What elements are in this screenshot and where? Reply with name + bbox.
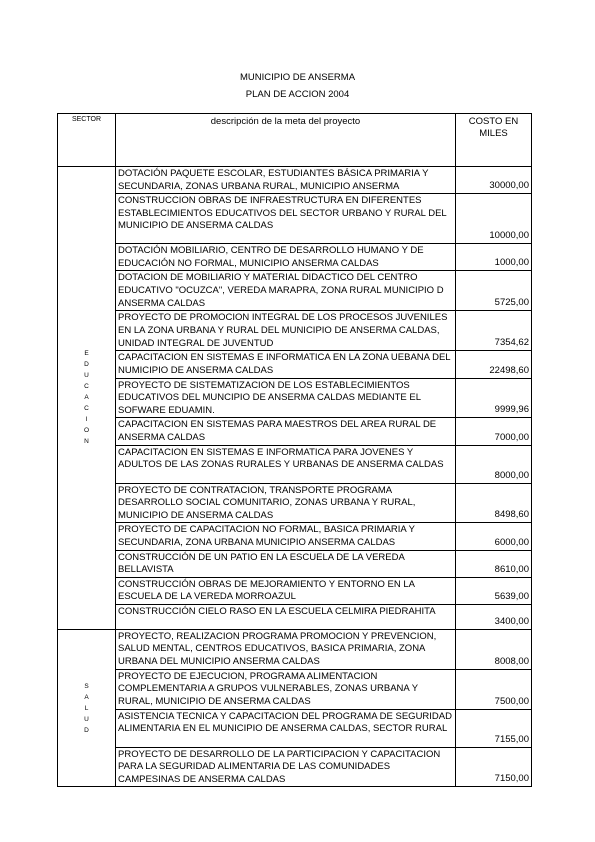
project-cost: 8000,00 xyxy=(456,445,532,483)
project-description: CONSTRUCCIÓN DE UN PATIO EN LA ESCUELA DE LA VEREDA BELLAVISTA xyxy=(116,550,456,577)
table-row xyxy=(58,351,532,378)
project-description: CONSTRUCCION OBRAS DE INFRAESTRUCTURA EN DIFERENTES ESTABLECIMIENTOS EDUCATIVOS DEL SECTOR URBANO Y RURAL DEL MUNICIPIO DE ANSERMA CALDAS xyxy=(116,194,456,244)
table-row xyxy=(58,669,532,709)
project-cost: 30000,00 xyxy=(456,167,532,194)
cost-column-header: COSTO EN MILES xyxy=(456,114,532,167)
project-description: DOTACIÓN PAQUETE ESCOLAR, ESTUDIANTES BÁSICA PRIMARIA Y SECUNDARIA, ZONAS URBANA RURAL, MUNICIPIO ANSERMA xyxy=(116,167,456,194)
sector-cell xyxy=(58,629,116,787)
project-description: PROYECTO, REALIZACION PROGRAMA PROMOCION Y PREVENCION, SALUD MENTAL, CENTROS EDUCATIVOS, BASICA PRIMARIA, ZONA URBANA DEL MUNICIPIO ANSERMA CALDAS xyxy=(116,629,456,669)
project-description: CONSTRUCCIÓN CIELO RASO EN LA ESCUELA CELMIRA PIEDRAHITA xyxy=(116,604,456,629)
sector-name: E D U C A C I O N xyxy=(83,350,90,446)
project-cost: 8498,60 xyxy=(456,483,532,523)
project-cost: 22498,60 xyxy=(456,351,532,378)
project-description: DOTACIÓN MOBILIARIO, CENTRO DE DESARROLLO HUMANO Y DE EDUCACIÓN NO FORMAL, MUNICIPIO ANSERMA CALDAS xyxy=(116,244,456,271)
project-description: PROYECTO DE PROMOCION INTEGRAL DE LOS PROCESOS JUVENILES EN LA ZONA URBANA Y RURAL DEL MUNICIPIO DE ANSERMA CALDAS, UNIDAD INTEGRAL DE JUVENTUD xyxy=(116,311,456,351)
table-row xyxy=(58,311,532,351)
sector-name: S A L U D xyxy=(84,682,89,734)
project-description: PROYECTO DE CONTRATACION, TRANSPORTE PROGRAMA DESARROLLO SOCIAL COMUNITARIO, ZONAS URBANA Y RURAL, MUNICIPIO DE ANSERMA CALDAS xyxy=(116,483,456,523)
page-subtitle: PLAN DE ACCION 2004 xyxy=(245,89,350,100)
table-row xyxy=(58,271,532,311)
table-row xyxy=(58,523,532,550)
project-description: CAPACITACION EN SISTEMAS PARA MAESTROS DEL AREA RURAL DE ANSERMA CALDAS xyxy=(116,418,456,445)
project-cost: 9999,96 xyxy=(456,378,532,418)
table-row xyxy=(58,378,532,418)
project-cost: 3400,00 xyxy=(456,604,532,629)
project-cost: 10000,00 xyxy=(456,194,532,244)
table-row xyxy=(58,483,532,523)
project-cost: 7150,00 xyxy=(456,747,532,787)
project-description: CAPACITACION EN SISTEMAS E INFORMATICA PARA JOVENES Y ADULTOS DE LAS ZONAS RURALES Y URBANAS DE ANSERMA CALDAS xyxy=(116,445,456,483)
table-row xyxy=(58,418,532,445)
sector-cell xyxy=(58,167,116,630)
project-cost: 1000,00 xyxy=(456,244,532,271)
project-cost: 7500,00 xyxy=(456,669,532,709)
table-row xyxy=(58,244,532,271)
description-column-header: descripción de la meta del proyecto xyxy=(116,114,456,167)
table-row xyxy=(58,577,532,604)
sector-column-header: SECTOR xyxy=(58,114,116,167)
project-description: PROYECTO DE EJECUCION, PROGRAMA ALIMENTACION COMPLEMENTARIA A GRUPOS VULNERABLES, ZONAS URBANA Y RURAL, MUNICIPIO DE ANSERMA CALDAS xyxy=(116,669,456,709)
table-header-row xyxy=(58,114,532,167)
table-row xyxy=(58,167,532,194)
table-row xyxy=(58,604,532,629)
project-cost: 5639,00 xyxy=(456,577,532,604)
table-row xyxy=(58,629,532,669)
project-description: CONSTRUCCIÓN OBRAS DE MEJORAMIENTO Y ENTORNO EN LA ESCUELA DE LA VEREDA MORROAZUL xyxy=(116,577,456,604)
project-cost: 6000,00 xyxy=(456,523,532,550)
project-cost: 7354,62 xyxy=(456,311,532,351)
table-row xyxy=(58,709,532,747)
project-cost: 7155,00 xyxy=(456,709,532,747)
table-row xyxy=(58,194,532,244)
project-description: CAPACITACION EN SISTEMAS E INFORMATICA EN LA ZONA UEBANA DEL NUMICIPIO DE ANSERMA CALDAS xyxy=(116,351,456,378)
page-title: MUNICIPIO DE ANSERMA xyxy=(239,72,356,83)
project-description: ASISTENCIA TECNICA Y CAPACITACION DEL PROGRAMA DE SEGURIDAD ALIMENTARIA EN EL MUNICIPIO DE ANSERMA CALDAS, SECTOR RURAL xyxy=(116,709,456,747)
project-description: PROYECTO DE CAPACITACION NO FORMAL, BASICA PRIMARIA Y SECUNDARIA, ZONA URBANA MUNICIPIO ANSERMA CALDAS xyxy=(116,523,456,550)
project-cost: 8610,00 xyxy=(456,550,532,577)
project-cost: 5725,00 xyxy=(456,271,532,311)
project-cost: 7000,00 xyxy=(456,418,532,445)
action-plan-table xyxy=(57,113,532,787)
table-row xyxy=(58,550,532,577)
table-row xyxy=(58,445,532,483)
table-row xyxy=(58,747,532,787)
project-description: PROYECTO DE SISTEMATIZACION DE LOS ESTABLECIMIENTOS EDUCATIVOS DEL MUNCIPIO DE ANSERMA CALDAS MEDIANTE EL SOFWARE EDUAMIN. xyxy=(116,378,456,418)
project-description: PROYECTO DE DESARROLLO DE LA PARTICIPACION Y CAPACITACION PARA LA SEGURIDAD ALIMENTARIA DE LAS COMUNIDADES CAMPESINAS DE ANSERMA CALDAS xyxy=(116,747,456,787)
project-description: DOTACION DE MOBILIARIO Y MATERIAL DIDACTICO DEL CENTRO EDUCATIVO "OCUZCA", VEREDA MARAPRA, ZONA RURAL MUNICIPIO D ANSERMA CALDAS xyxy=(116,271,456,311)
project-cost: 8008,00 xyxy=(456,629,532,669)
